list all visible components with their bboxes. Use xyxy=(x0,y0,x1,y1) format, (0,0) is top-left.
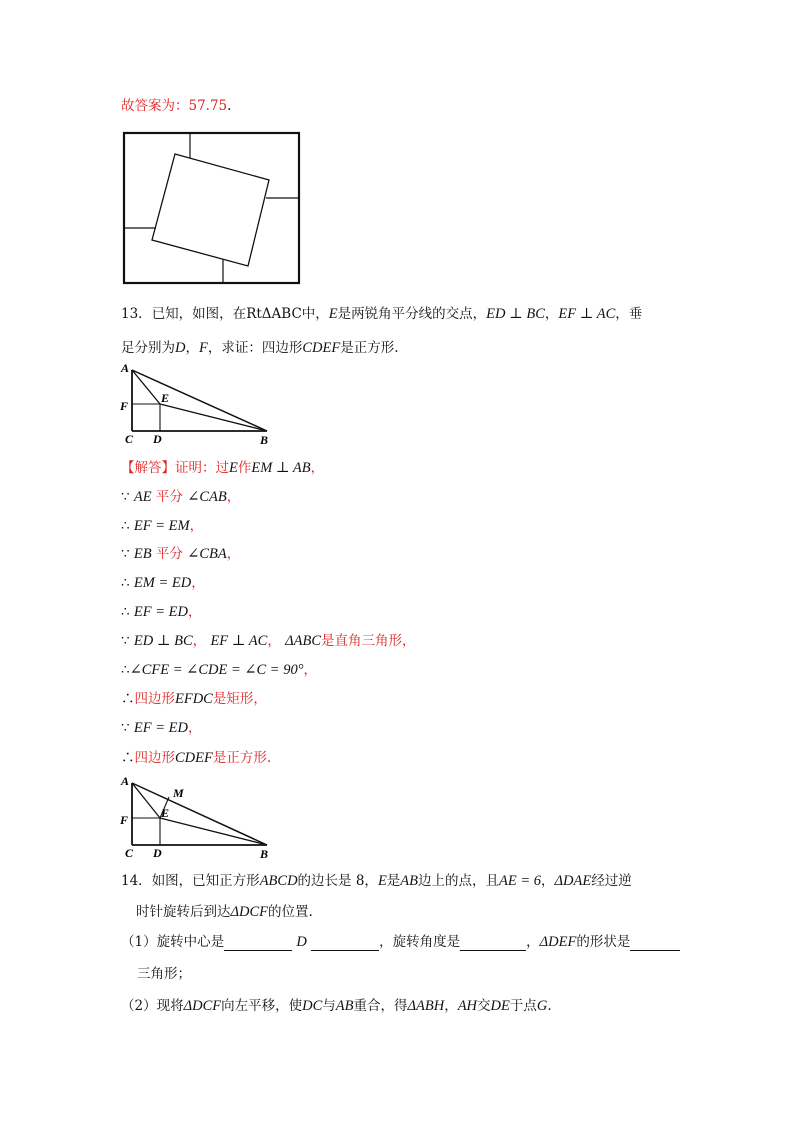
math: ∠CBA xyxy=(187,546,227,562)
math: EFDC xyxy=(175,691,213,707)
q14-text: （1）旋转中心是 xyxy=(121,934,225,950)
inner-tilted-square xyxy=(152,154,269,266)
label-C: C xyxy=(125,432,134,446)
q14-text: ， xyxy=(444,998,458,1014)
question-14-part-2 xyxy=(121,997,552,1015)
label-E: E xyxy=(161,391,170,405)
label-C: C xyxy=(125,846,134,860)
answer-value: 57.75 xyxy=(188,98,228,114)
red-text: ， xyxy=(267,633,281,649)
math: ∠CAB xyxy=(187,489,227,505)
q14-math: AB xyxy=(335,998,354,1014)
symbol: ∴ xyxy=(121,662,130,678)
red-text: 是正方形. xyxy=(212,750,272,766)
red-text: 平分 xyxy=(155,489,183,505)
red-text: ， xyxy=(187,720,202,736)
q14-math: ΔDCF xyxy=(183,998,222,1014)
q14-math: G xyxy=(536,998,548,1014)
answer-blank[interactable] xyxy=(224,936,292,951)
solution-math: EM ⊥ AB xyxy=(251,460,311,476)
label-F: F xyxy=(120,399,129,413)
q14-math: DC xyxy=(302,998,323,1014)
symbol: ∵ xyxy=(121,489,130,505)
math: EB xyxy=(133,546,152,562)
q13-text: 是正方形. xyxy=(340,340,399,356)
label-B: B xyxy=(260,847,269,861)
red-text: ， xyxy=(226,489,241,505)
q14-math: ΔABH xyxy=(407,998,445,1014)
red-text: ， xyxy=(187,604,202,620)
label-A: A xyxy=(121,774,130,788)
q14-math: ΔDAE xyxy=(554,873,592,889)
solution-line-7 xyxy=(121,661,317,679)
red-text: ， xyxy=(226,546,241,562)
solution-line-10 xyxy=(121,749,271,767)
q14-math: AH xyxy=(457,998,478,1014)
symbol: ∴ xyxy=(121,518,130,534)
q14-text: ， xyxy=(526,934,540,950)
q14-text: 经过逆 xyxy=(591,873,632,889)
math: EF = ED xyxy=(133,720,188,736)
math: EM = ED xyxy=(133,575,192,591)
question-13-line-1 xyxy=(121,305,642,323)
q14-text: 是 xyxy=(386,873,401,889)
q14-math: AB xyxy=(400,873,419,889)
q14-text: （2）现将 xyxy=(121,998,184,1014)
solution-text: ， xyxy=(310,460,325,476)
symbol: ∴ xyxy=(121,604,130,620)
solution-math: E xyxy=(229,460,238,476)
q14-text: 向左平移，使 xyxy=(221,998,303,1014)
q13-triangle: RtΔABC xyxy=(246,306,302,322)
q14-text: 的形状是 xyxy=(576,934,631,950)
answer-blank[interactable] xyxy=(630,936,680,951)
q14-text: ，旋转角度是 xyxy=(379,934,461,950)
q14-text: 边上的点，且 xyxy=(418,873,500,889)
solution-line-9 xyxy=(121,719,201,737)
label-D: D xyxy=(153,846,162,860)
answer-blank[interactable] xyxy=(460,936,526,951)
solution-line-8 xyxy=(121,690,267,708)
math: EF = ED xyxy=(133,604,188,620)
q14-math: ABCD xyxy=(259,873,298,889)
q14-math: DE xyxy=(490,998,510,1014)
math: EF ⊥ AC xyxy=(210,633,268,649)
q14-text: 时针旋转后到达 xyxy=(136,904,231,920)
solution-line-5 xyxy=(121,603,201,621)
q13-text: ， xyxy=(544,306,559,322)
solution-line-6 xyxy=(121,632,416,650)
solution-text: 证明：过 xyxy=(175,460,229,476)
solution-text: 作 xyxy=(237,460,252,476)
red-text: ， xyxy=(192,633,207,649)
q13-text: 中， xyxy=(301,306,329,322)
q13-point: D xyxy=(175,340,186,356)
triangle-figure-1 xyxy=(117,362,277,446)
symbol: ∴ xyxy=(121,750,135,766)
q14-math: E xyxy=(377,873,387,889)
q13-text: 是两锐角平分线的交点， xyxy=(337,306,487,322)
red-text: 平分 xyxy=(155,546,183,562)
solution-line-3 xyxy=(121,545,240,563)
question-13-line-2 xyxy=(121,339,399,357)
symbol: ∵ xyxy=(121,633,130,649)
question-14-line-2 xyxy=(136,903,313,921)
q14-text: 如图，已知正方形 xyxy=(151,873,260,889)
q14-math: D xyxy=(296,934,307,950)
red-text: 四边形 xyxy=(134,750,175,766)
label-E: E xyxy=(161,806,170,820)
answer-suffix: . xyxy=(227,98,232,114)
q14-math: ΔDEF xyxy=(539,934,577,950)
label-A: A xyxy=(121,362,130,375)
q13-quad: CDEF xyxy=(302,340,341,356)
solution-intro xyxy=(121,459,324,477)
question-number: 13． xyxy=(121,306,152,322)
question-number: 14． xyxy=(121,873,152,889)
question-14-part-1-end xyxy=(137,965,191,983)
symbol: ∴ xyxy=(121,691,135,707)
red-text: 是直角三角形， xyxy=(321,633,416,649)
q14-math: ΔDCF xyxy=(230,904,269,920)
math: ED ⊥ BC xyxy=(133,633,193,649)
q14-text: 的边长是 8， xyxy=(297,873,378,889)
q14-text: 重合，得 xyxy=(353,998,408,1014)
math: AE xyxy=(133,489,152,505)
answer-blank[interactable] xyxy=(311,936,379,951)
previous-answer xyxy=(121,97,231,115)
q13-condition: ED ⊥ BC xyxy=(486,306,545,322)
q14-text: . xyxy=(547,998,552,1014)
red-text: ， xyxy=(191,575,205,591)
solution-line-2 xyxy=(121,517,203,535)
solution-tag: 【解答】 xyxy=(121,460,175,476)
symbol: ∵ xyxy=(121,546,130,562)
red-text: ， xyxy=(303,662,318,678)
math: EF = EM xyxy=(133,518,190,534)
math: ΔABC xyxy=(285,633,322,649)
red-text: 四边形 xyxy=(134,691,175,707)
symbol: ∴ xyxy=(121,575,130,591)
q13-point: F xyxy=(198,340,208,356)
q14-text: ， xyxy=(541,873,555,889)
q14-text: 交 xyxy=(477,998,491,1014)
label-M: M xyxy=(173,786,184,800)
triangle-figure-2 xyxy=(117,773,277,861)
math: ∠CFE = ∠CDE = ∠C = 90° xyxy=(129,662,304,678)
label-D: D xyxy=(153,432,162,446)
red-text: 是矩形， xyxy=(212,691,267,707)
q13-text: ，求证：四边形 xyxy=(207,340,303,356)
math: CDEF xyxy=(175,750,213,766)
q13-text: 已知，如图，在 xyxy=(151,306,247,322)
q14-text: 与 xyxy=(322,998,336,1014)
q14-text: 的位置. xyxy=(268,904,313,920)
q13-point: E xyxy=(328,306,338,322)
q13-text: 足分别为 xyxy=(121,340,175,356)
q14-text: 于点 xyxy=(509,998,537,1014)
symbol: ∵ xyxy=(121,720,130,736)
outer-rectangle xyxy=(124,133,299,283)
question-14-part-1 xyxy=(121,933,680,951)
solution-line-4 xyxy=(121,574,205,592)
q14-text: 三角形； xyxy=(137,966,191,982)
question-14-line-1 xyxy=(121,872,632,890)
red-text: ， xyxy=(189,518,204,534)
label-B: B xyxy=(260,433,269,446)
solution-line-1 xyxy=(121,488,240,506)
squares-figure xyxy=(121,130,303,286)
answer-prefix: 故答案为： xyxy=(121,98,189,114)
q13-text: ， xyxy=(185,340,199,356)
q14-math: AE = 6 xyxy=(499,873,542,889)
q13-condition: EF ⊥ AC xyxy=(558,306,616,322)
q13-text: ，垂 xyxy=(615,306,643,322)
label-F: F xyxy=(120,813,129,827)
